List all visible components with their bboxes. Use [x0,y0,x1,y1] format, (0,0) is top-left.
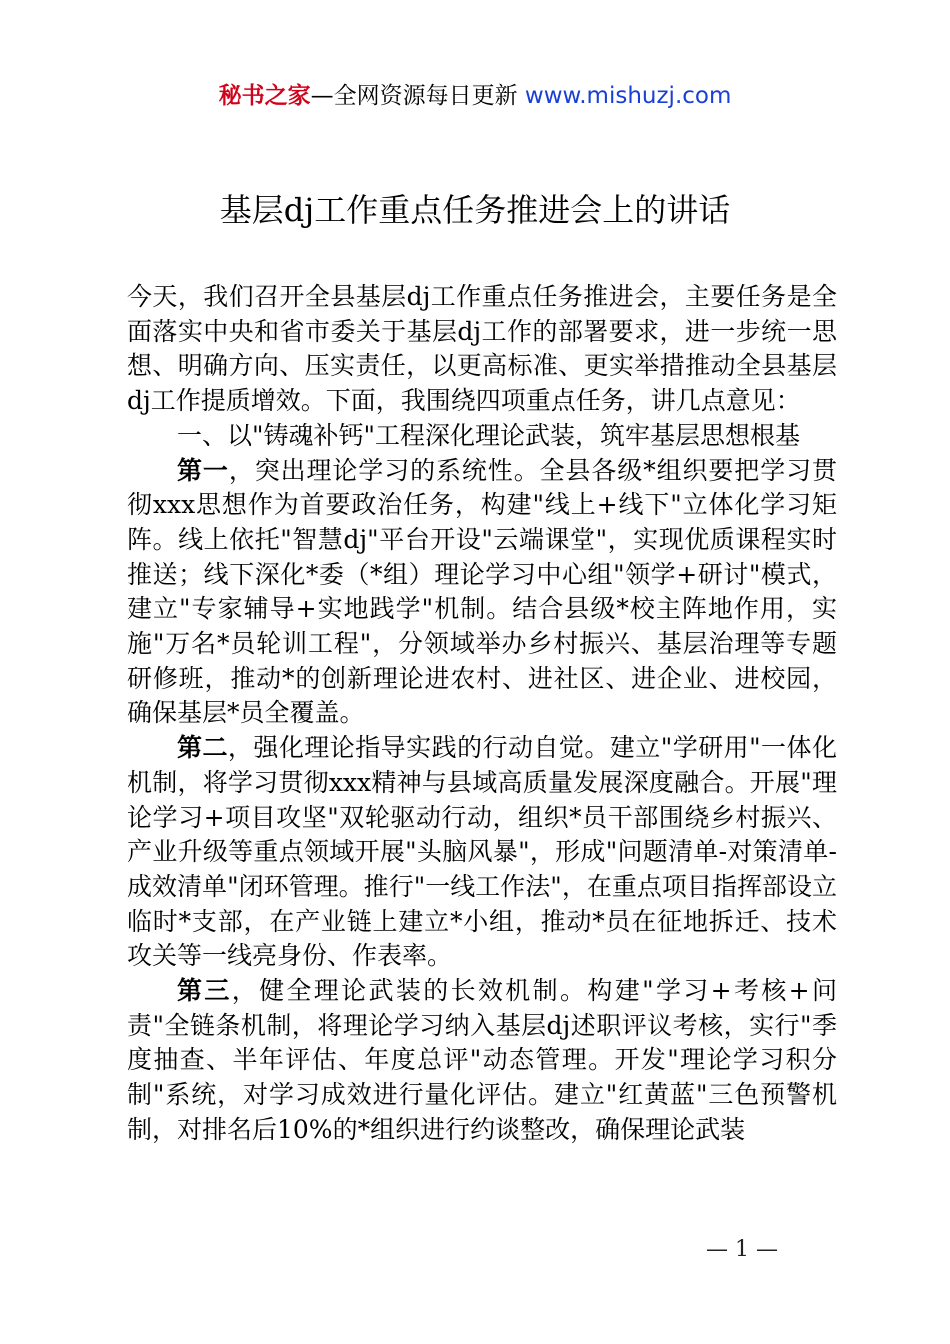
section-heading: 一、以"铸魂补钙"工程深化理论武装，筑牢基层思想根基 [177,420,801,450]
paragraph-lead-third: 第三 [177,976,232,1006]
paragraph-second [127,731,837,974]
banner-url-link[interactable]: www.mishuzj.com [524,83,732,109]
paragraph-first [127,454,837,732]
site-banner [0,80,950,112]
document-body [127,280,837,1148]
paragraph-lead-first: 第一 [177,455,229,485]
paragraph-third [127,974,837,1148]
paragraph-text-second: ，强化理论指导实践的行动自觉。建立"学研用"一体化机制，将学习贯彻xxx精神与县域高质量发展深度融合。开展"理论学习+项目攻坚"双轮驱动行动，组织*员干部围绕乡村振兴、产业升级等重点领域开展"头脑风暴"，形成"问题清单-对策清单-成效清单"闭环管理。推行"一线工作法"，在重点项目指挥部设立临时*支部，在产业链上建立*小组，推动*员在征地拆迁、技术攻关等一线亮身份、作表率。 [127,733,837,971]
paragraph-lead-second: 第二 [177,733,228,763]
banner-tagline: —全网资源每日更新 [310,83,518,109]
document-title: 基层dj工作重点任务推进会上的讲话 [219,191,731,229]
intro-paragraph: 今天，我们召开全县基层dj工作重点任务推进会，主要任务是全面落实中央和省市委关于基层dj工作的部署要求，进一步统一思想、明确方向、压实责任，以更高标准、更实举措推动全县基层dj工作提质增效。下面，我围绕四项重点任务，讲几点意见： [127,282,837,416]
page-number: — 1 — [706,1237,778,1262]
banner-brand: 秘书之家 [218,83,311,109]
paragraph-text-third: ，健全理论武装的长效机制。构建"学习+考核+问责"全链条机制，将理论学习纳入基层dj述职评议考核，实行"季度抽查、半年评估、年度总评"动态管理。开发"理论学习积分制"系统，对学习成效进行量化评估。建立"红黄蓝"三色预警机制，对排名后10%的*组织进行约谈整改，确保理论武装 [127,976,837,1144]
paragraph-text-first: ，突出理论学习的系统性。全县各级*组织要把学习贯彻xxx思想作为首要政治任务，构建"线上+线下"立体化学习矩阵。线上依托"智慧dj"平台开设"云端课堂"，实现优质课程实时推送；线下深化*委（*组）理论学习中心组"领学+研讨"模式，建立"专家辅导+实地践学"机制。结合县级*校主阵地作用，实施"万名*员轮训工程"，分领域举办乡村振兴、基层治理等专题研修班，推动*的创新理论进农村、进社区、进企业、进校园，确保基层*员全覆盖。 [127,455,837,728]
